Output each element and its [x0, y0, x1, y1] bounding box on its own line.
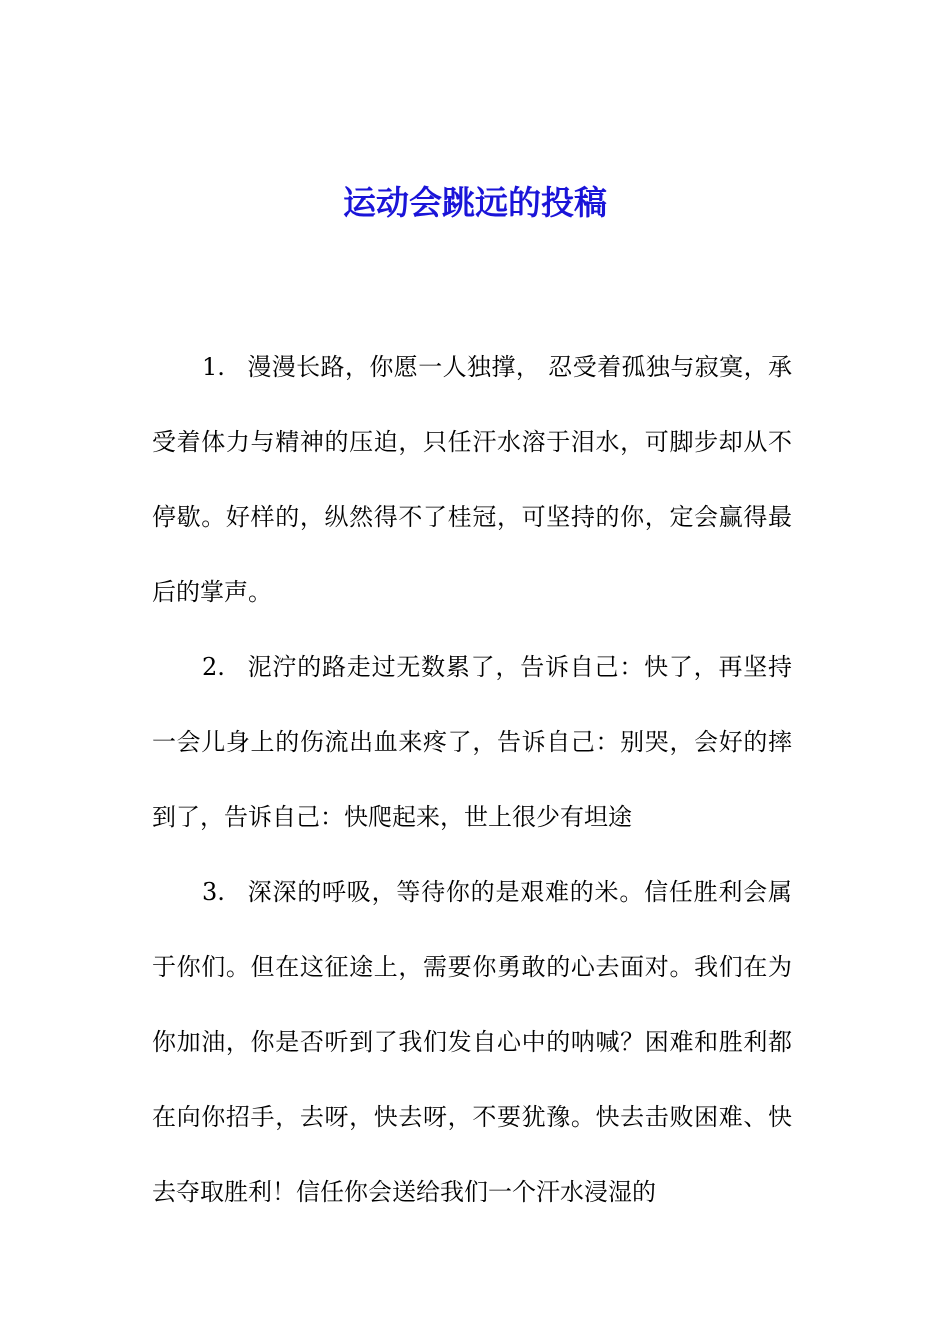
paragraph-3 — [152, 855, 792, 1230]
paragraph-1 — [152, 330, 792, 630]
paragraph-text: 深深的呼吸，等待你的是艰难的米。信任胜利会属于你们。但在这征途上，需要你勇敢的心去面对。我们在为你加油，你是否听到了我们发自心中的呐喊？困难和胜利都在向你招手，去呀，快去呀，不要犹豫。快去击败困难、快去夺取胜利！信任你会送给我们一个汗水浸湿的 — [152, 878, 792, 1206]
paragraph-text: 泥泞的路走过无数累了，告诉自己：快了，再坚持一会儿身上的伤流出血来疼了，告诉自己：别哭，会好的摔到了，告诉自己：快爬起来，世上很少有坦途 — [152, 653, 792, 831]
document-body — [152, 330, 792, 1230]
document-title: 运动会跳远的投稿 — [343, 183, 607, 222]
paragraph-number: 2. — [202, 653, 225, 681]
paragraph-2 — [152, 630, 792, 855]
paragraph-number: 3. — [202, 878, 225, 906]
paragraph-text: 漫漫长路，你愿一人独撑， 忍受着孤独与寂寞，承受着体力与精神的压迫，只任汗水溶于泪水，可脚步却从不停歇。好样的，纵然得不了桂冠，可坚持的你，定会赢得最后的掌声。 — [152, 353, 792, 606]
paragraph-number: 1. — [202, 353, 225, 381]
